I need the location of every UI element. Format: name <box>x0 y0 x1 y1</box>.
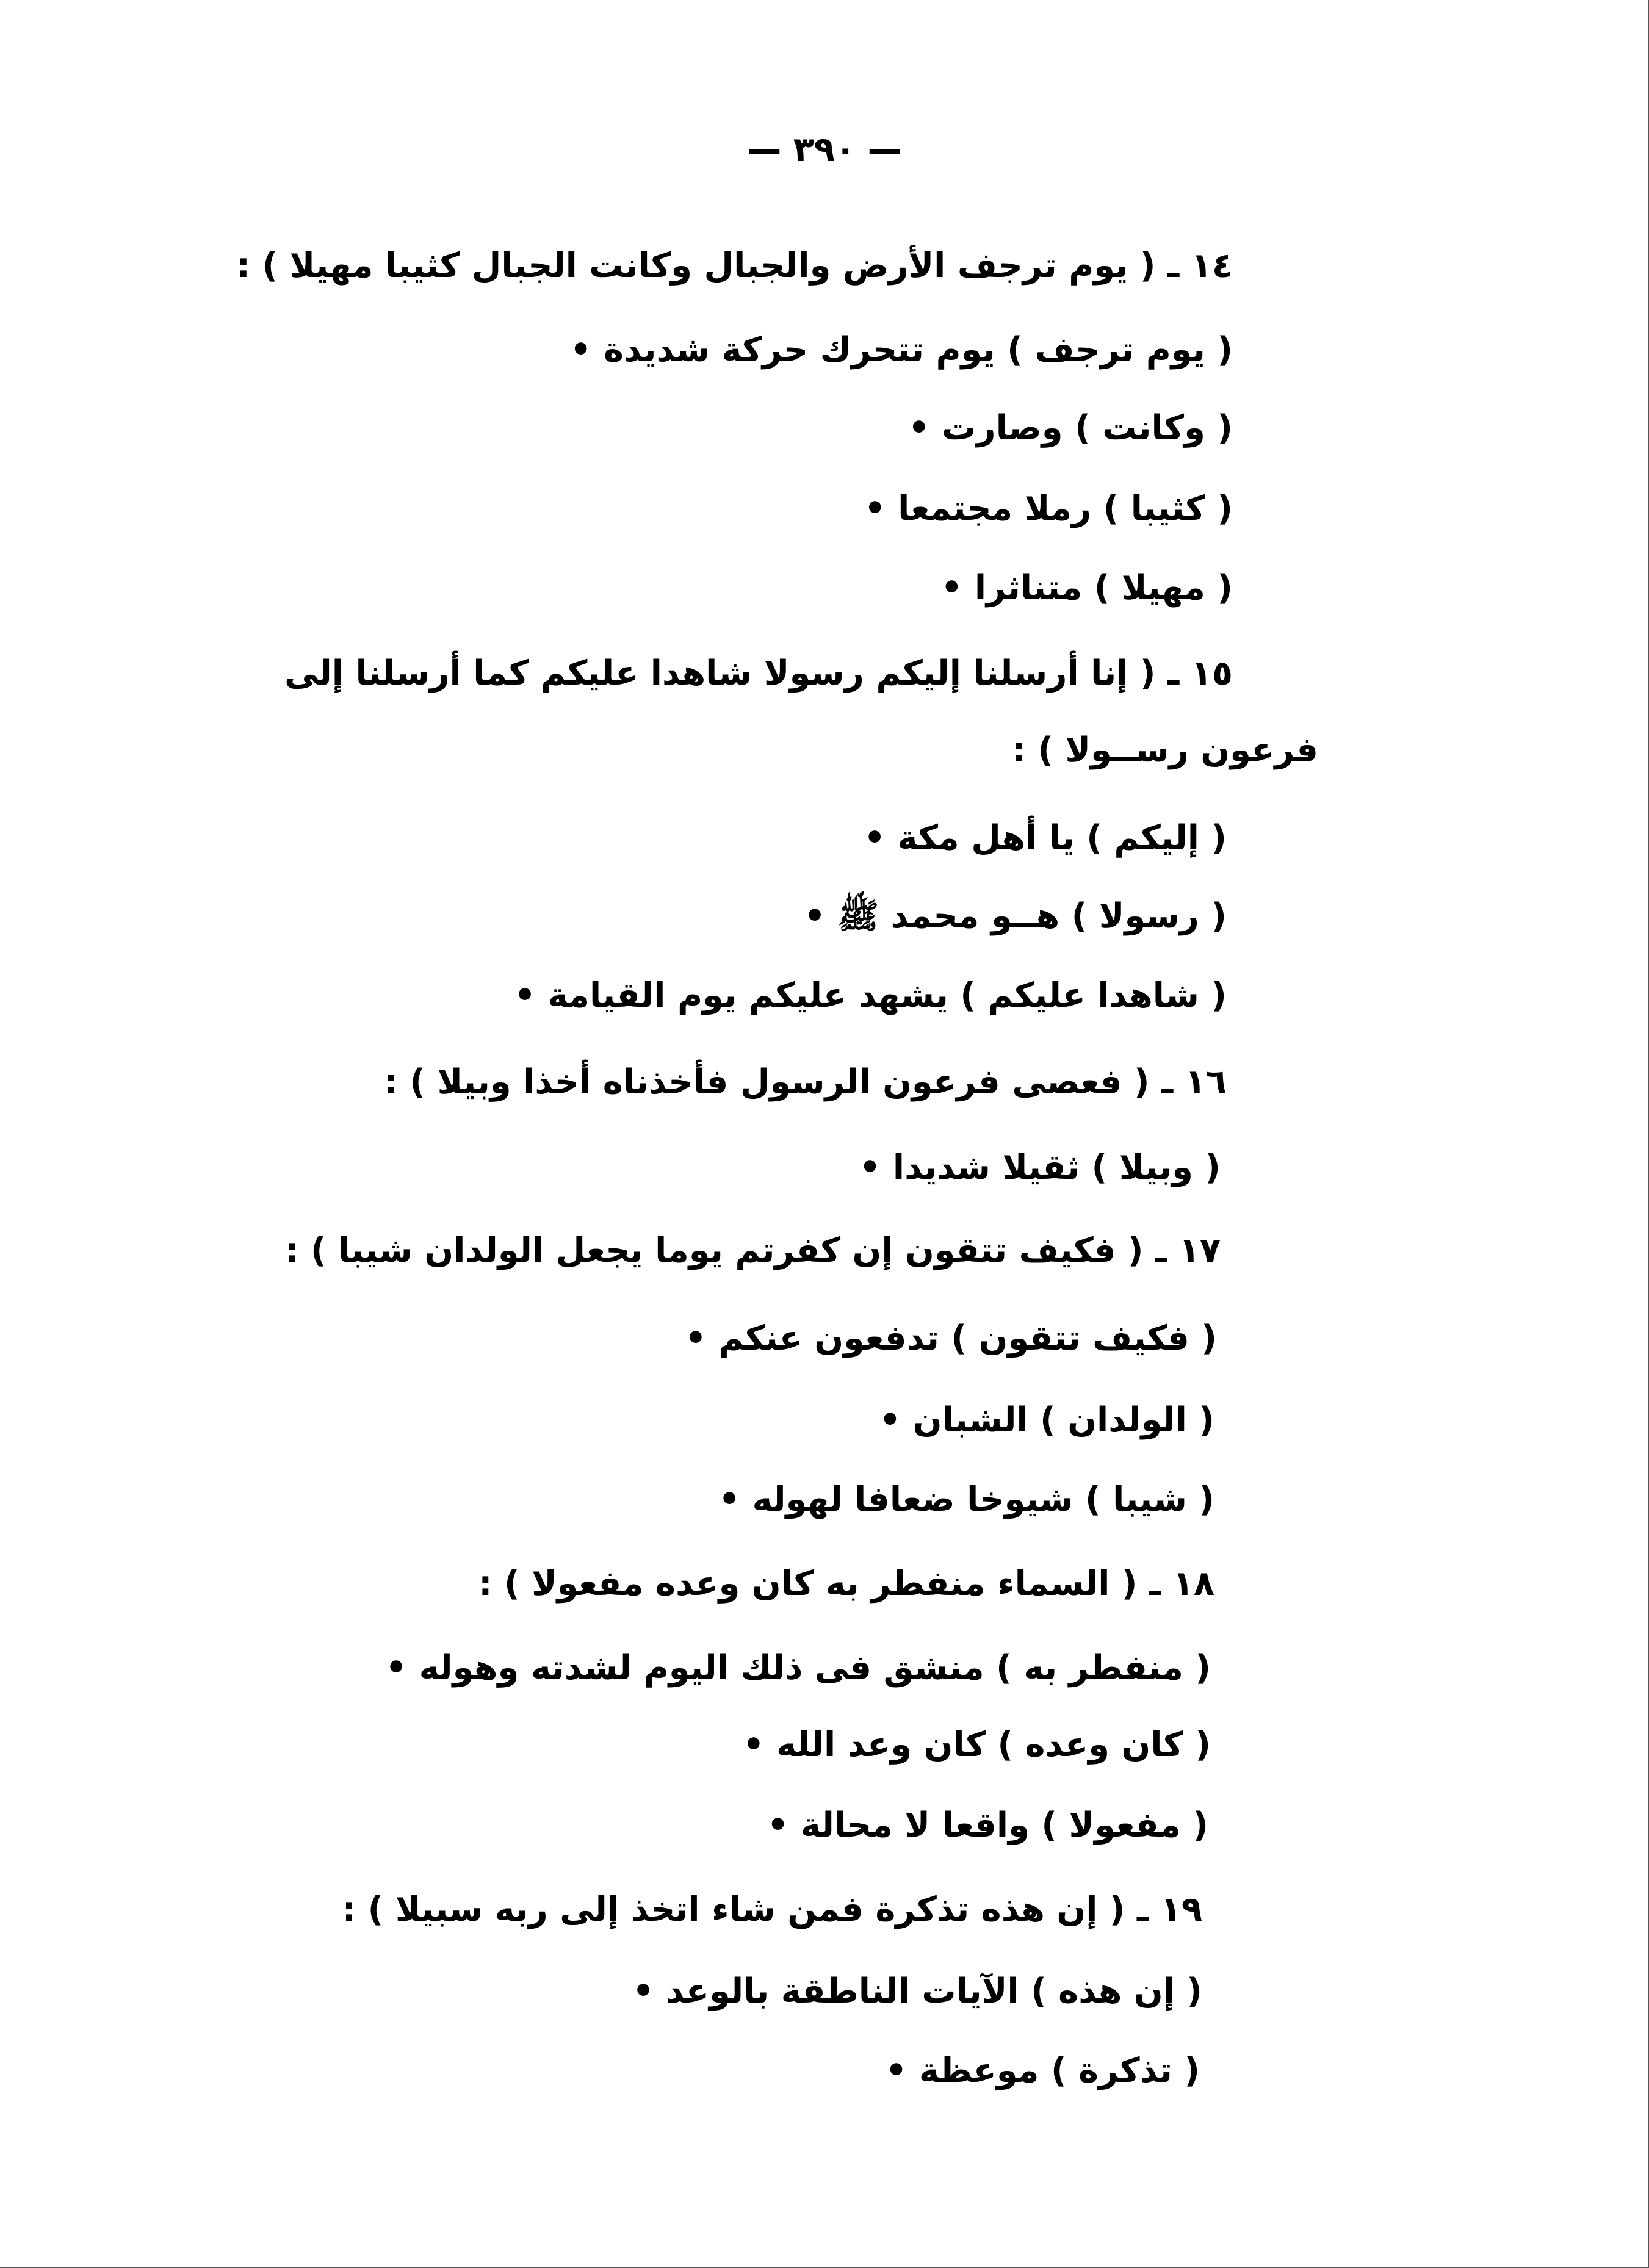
gloss-line: ( مهيلا ) متناثرا • <box>940 568 1233 608</box>
gloss-line: ( تذكرة ) موعظة • <box>885 2051 1200 2090</box>
verse-19: ١٩ ـ ( إن هذه تذكرة فمن شاء اتخذ إلى ربه سبيلا ) : <box>342 1890 1202 1929</box>
gloss-line: ( فكيف تتقون ) تدفعون عنكم • <box>685 1319 1217 1358</box>
gloss-line: ( وكانت ) وصارت • <box>907 408 1233 448</box>
gloss-line: ( شيبا ) شيوخا ضعافا لهوله • <box>718 1480 1214 1519</box>
verse-18: ١٨ ـ ( السماء منفطر به كان وعده مفعولا ) : <box>478 1564 1214 1604</box>
verse-15-continuation: فرعون رســولا ) : <box>1012 730 1318 770</box>
gloss-line: ( الولدان ) الشبان • <box>879 1400 1214 1440</box>
verse-16: ١٦ ـ ( فعصى فرعون الرسول فأخذناه أخذا وبيلا ) : <box>384 1062 1227 1102</box>
gloss-line: ( منفطر به ) منشق فى ذلك اليوم لشدته وهوله • <box>385 1648 1211 1688</box>
verse-15: ١٥ ـ ( إنا أرسلنا إليكم رسولا شاهدا عليكم كما أرسلنا إلى <box>284 653 1233 693</box>
gloss-line: ( يوم ترجف ) يوم تتحرك حركة شديدة • <box>569 330 1233 370</box>
gloss-line: ( شاهدا عليكم ) يشهد عليكم يوم القيامة • <box>514 976 1227 1015</box>
gloss-line: ( كثيبا ) رملا مجتمعا • <box>864 489 1233 528</box>
gloss-line: ( إن هذه ) الآيات الناطقة بالوعد • <box>632 1971 1202 2011</box>
verse-17: ١٧ ـ ( فكيف تتقون إن كفرتم يوما يجعل الولدان شيبا ) : <box>285 1231 1221 1270</box>
gloss-line: ( إليكم ) يا أهل مكة • <box>864 818 1227 858</box>
verse-14: ١٤ ـ ( يوم ترجف الأرض والجبال وكانت الجبال كثيبا مهيلا ) : <box>236 246 1233 286</box>
page-number: — ٣٩٠ — <box>747 130 902 170</box>
gloss-line: ( كان وعده ) كان وعد الله • <box>742 1725 1211 1765</box>
gloss-line: ( وبيلا ) ثقيلا شديدا • <box>859 1148 1221 1187</box>
gloss-line: ( مفعولا ) واقعا لا محالة • <box>767 1805 1208 1845</box>
gloss-line: ( رسولا ) هــو محمد ﷺ • <box>804 896 1227 936</box>
